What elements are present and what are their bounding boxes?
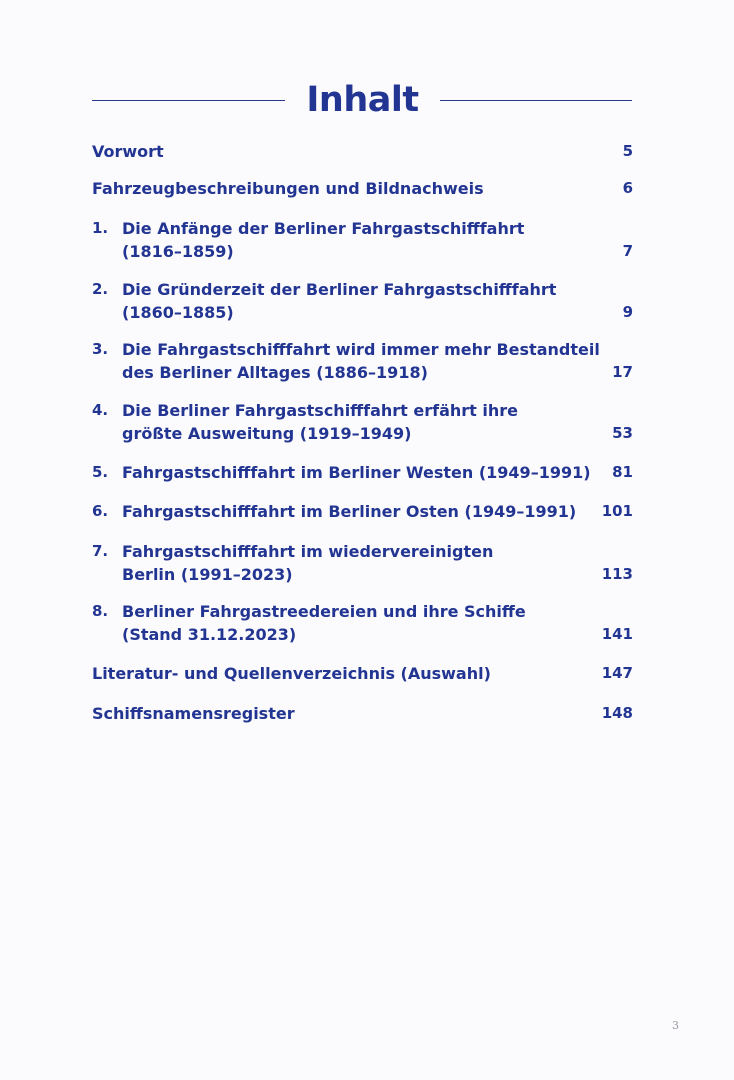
page-title: Inhalt bbox=[306, 80, 419, 120]
toc-entry-text bbox=[92, 177, 592, 200]
toc-entry-line: (1860–1885) bbox=[122, 303, 234, 322]
toc-page-number: 17 bbox=[612, 363, 633, 381]
toc-page-number: 101 bbox=[601, 502, 633, 520]
toc-entry-text bbox=[122, 399, 592, 445]
toc-entry-line: Die Anfänge der Berliner Fahrgastschifffahrt bbox=[122, 219, 525, 238]
toc-entry-line: Fahrzeugbeschreibungen und Bildnachweis bbox=[92, 179, 484, 198]
heading-rule-right bbox=[440, 100, 632, 101]
toc-entry-line: Fahrgastschifffahrt im wiedervereinigten bbox=[122, 542, 494, 561]
toc-chapter-number: 7. bbox=[92, 542, 109, 560]
toc-chapter-number: 1. bbox=[92, 219, 109, 237]
toc-entry-text bbox=[122, 278, 592, 324]
toc-entry-text bbox=[92, 662, 592, 685]
toc-page-number: 147 bbox=[601, 664, 633, 682]
toc-page-number: 6 bbox=[622, 179, 633, 197]
page-number-folio: 3 bbox=[672, 1019, 679, 1032]
toc-entry-text bbox=[122, 600, 592, 646]
toc-page-number: 53 bbox=[612, 424, 633, 442]
toc-entry-text bbox=[122, 338, 600, 384]
toc-entry-line: Die Berliner Fahrgastschifffahrt erfährt ihre bbox=[122, 401, 519, 420]
toc-page-number: 141 bbox=[601, 625, 633, 643]
toc-entry-line: Die Gründerzeit der Berliner Fahrgastschifffahrt bbox=[122, 280, 557, 299]
toc-chapter-number: 3. bbox=[92, 340, 109, 358]
toc-page-number: 81 bbox=[612, 463, 633, 481]
toc-entry-line: (1816–1859) bbox=[122, 242, 234, 261]
heading-rule-left bbox=[92, 100, 285, 101]
toc-entry-line: Berlin (1991–2023) bbox=[122, 565, 293, 584]
toc-entry-text bbox=[92, 702, 592, 725]
toc-page-number: 9 bbox=[622, 303, 633, 321]
toc-chapter-number: 2. bbox=[92, 280, 109, 298]
toc-entry-line: Fahrgastschifffahrt im Berliner Osten (1949–1991) bbox=[122, 502, 577, 521]
toc-page-number: 5 bbox=[622, 142, 633, 160]
toc-entry-text bbox=[122, 217, 592, 263]
toc-entry-text bbox=[92, 140, 592, 163]
toc-chapter-number: 6. bbox=[92, 502, 109, 520]
toc-entry-line: größte Ausweitung (1919–1949) bbox=[122, 424, 412, 443]
toc-entry-text bbox=[122, 540, 592, 586]
toc-entry-text bbox=[122, 461, 592, 484]
toc-entry-line: Literatur- und Quellenverzeichnis (Auswahl) bbox=[92, 664, 491, 683]
toc-entry-line: Schiffsnamensregister bbox=[92, 704, 295, 723]
toc-page-number: 148 bbox=[601, 704, 633, 722]
toc-entry-line: Die Fahrgastschifffahrt wird immer mehr Bestandteil bbox=[122, 340, 600, 359]
toc-entry-line: (Stand 31.12.2023) bbox=[122, 625, 297, 644]
toc-chapter-number: 4. bbox=[92, 401, 109, 419]
toc-entry-line: des Berliner Alltages (1886–1918) bbox=[122, 363, 428, 382]
toc-entry-line: Vorwort bbox=[92, 142, 164, 161]
toc-entry-line: Berliner Fahrgastreedereien und ihre Schiffe bbox=[122, 602, 526, 621]
toc-chapter-number: 8. bbox=[92, 602, 109, 620]
toc-entry-text bbox=[122, 500, 592, 523]
toc-page-number: 113 bbox=[601, 565, 633, 583]
toc-chapter-number: 5. bbox=[92, 463, 109, 481]
toc-entry-line: Fahrgastschifffahrt im Berliner Westen (1949–1991) bbox=[122, 463, 591, 482]
toc-page-number: 7 bbox=[622, 242, 633, 260]
